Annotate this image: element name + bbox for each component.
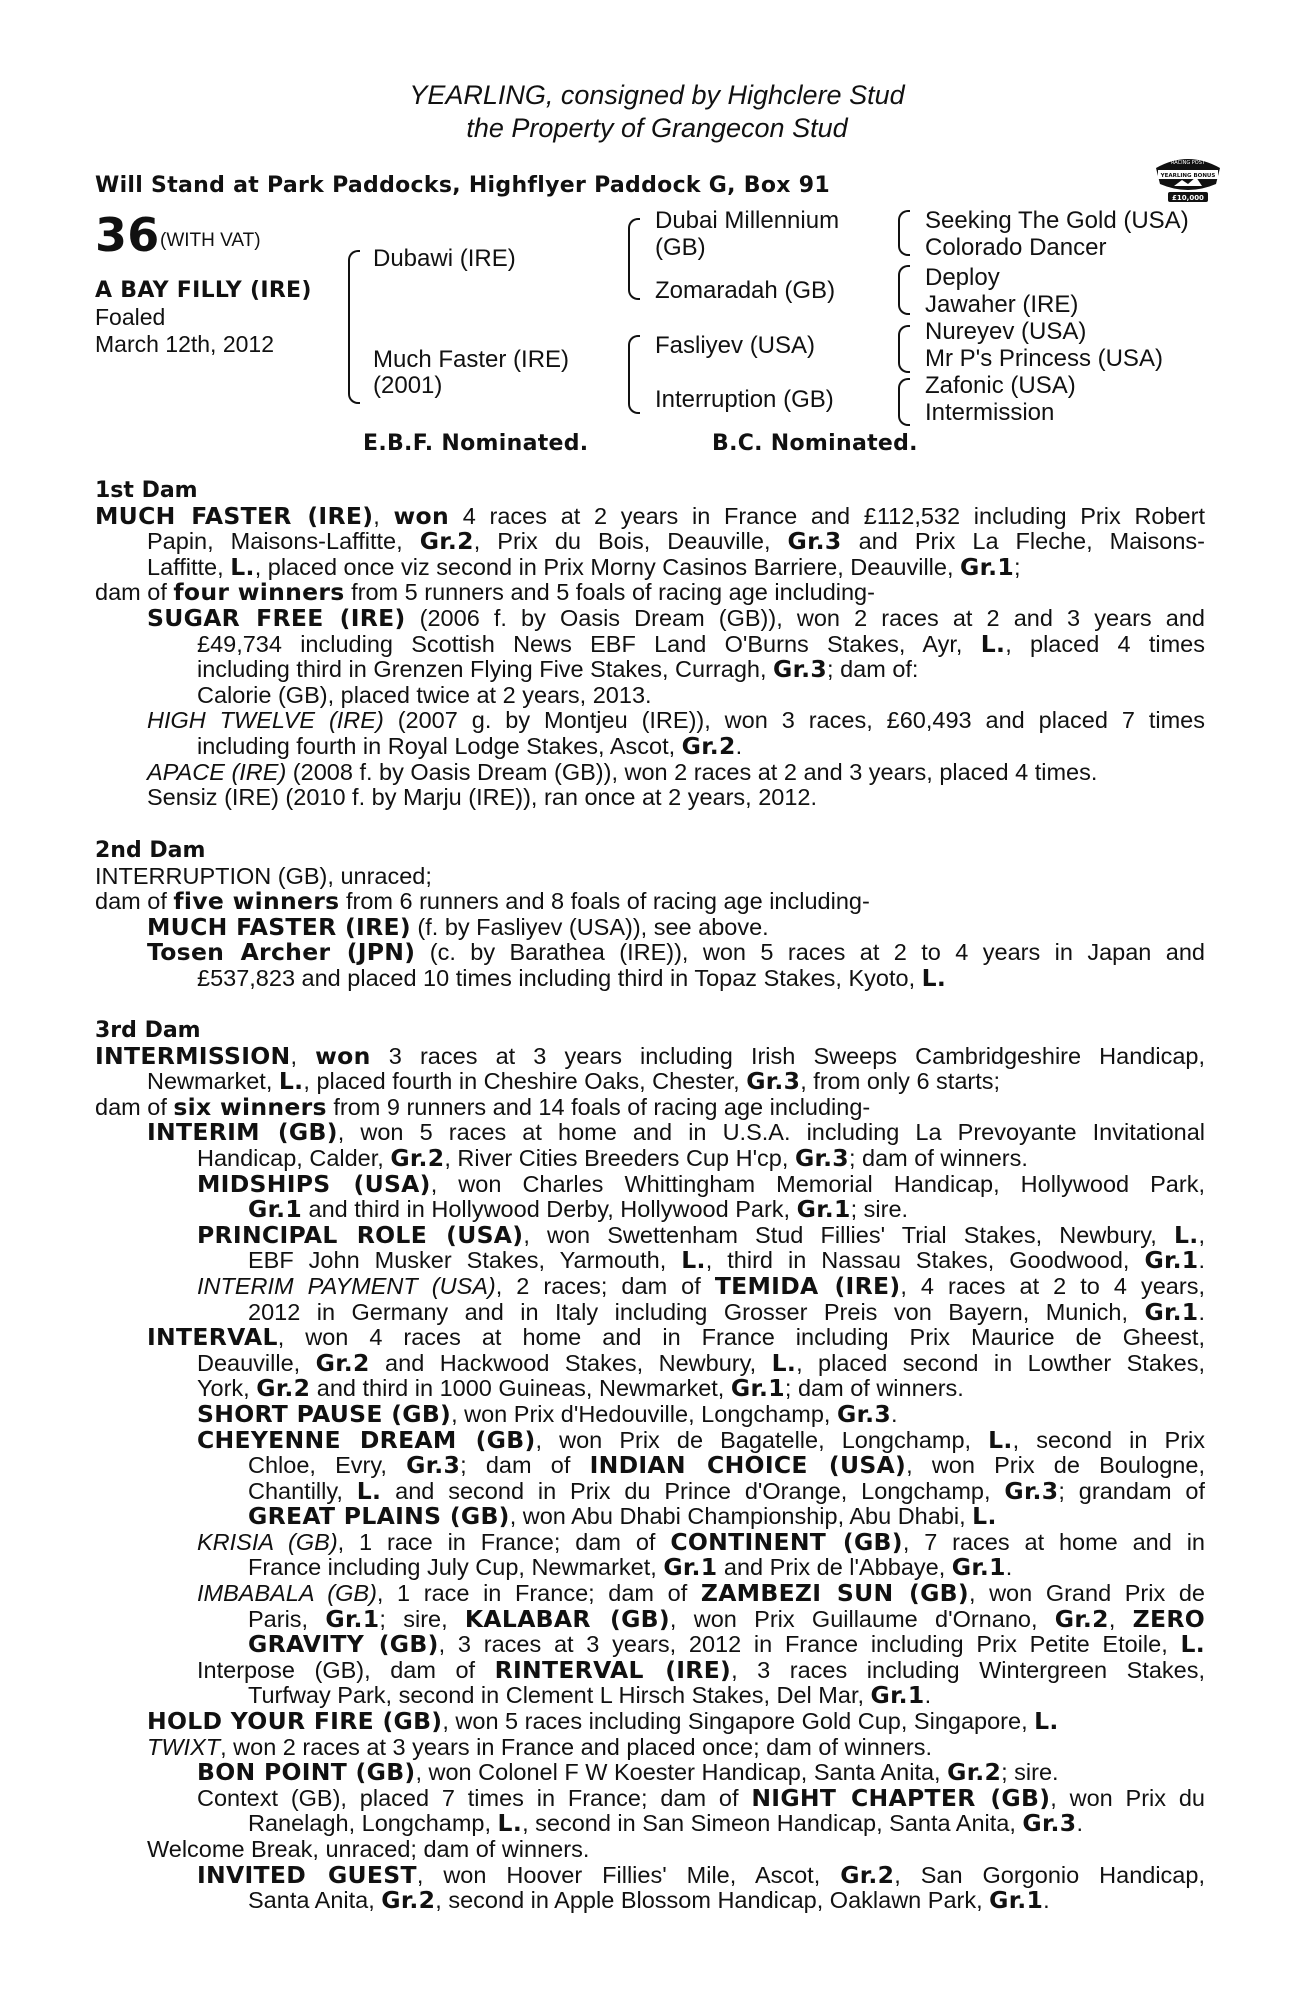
text-line: CHEYENNE DREAM (GB), won Prix de Bagatelle, Longchamp, L., second in Prix bbox=[197, 1427, 1205, 1454]
text-line: Calorie (GB), placed twice at 2 years, 2013. bbox=[197, 682, 652, 708]
text-line: France including July Cup, Newmarket, Gr.1 and Prix de l'Abbaye, Gr.1. bbox=[248, 1555, 1013, 1582]
text-line: £49,734 including Scottish News EBF Land O'Burns Stakes, Ayr, L., placed 4 times bbox=[197, 631, 1205, 658]
lot-number: 36 bbox=[95, 208, 160, 262]
text-line: dam of six winners from 9 runners and 14 foals of racing age including- bbox=[95, 1094, 871, 1121]
lot-name: A BAY FILLY (IRE) bbox=[95, 278, 312, 303]
pedigree-brace-5 bbox=[898, 265, 910, 315]
text-line: GREAT PLAINS (GB), won Abu Dhabi Championship, Abu Dhabi, L. bbox=[248, 1504, 997, 1530]
text-line: Welcome Break, unraced; dam of winners. bbox=[147, 1837, 590, 1862]
pedigree-brace-2 bbox=[628, 218, 640, 300]
text-line: IMBABALA (GB), 1 race in France; dam of ZAMBEZI SUN (GB), won Grand Prix de bbox=[197, 1581, 1205, 1607]
pedigree-brace-4 bbox=[898, 210, 910, 256]
badge-bottom: £10,000 bbox=[1172, 194, 1204, 202]
badge-mid: YEARLING BONUS bbox=[1160, 173, 1216, 179]
text-line: EBF John Musker Stakes, Yarmouth, L., third in Nassau Stakes, Goodwood, Gr.1. bbox=[248, 1248, 1205, 1274]
pedigree-sire-sire: Dubai Millennium bbox=[655, 207, 840, 234]
text-line: HOLD YOUR FIRE (GB), won 5 races including Singapore Gold Cup, Singapore, L. bbox=[147, 1709, 1059, 1735]
text-line: Gr.1 and third in Hollywood Derby, Hollywood Park, Gr.1; sire. bbox=[248, 1197, 909, 1223]
text-line: York, Gr.2 and third in 1000 Guineas, Newmarket, Gr.1; dam of winners. bbox=[197, 1376, 964, 1402]
pedigree-brace-1 bbox=[348, 250, 360, 404]
text-line: MUCH FASTER (IRE), won 4 races at 2 years in France and £112,532 including Prix Robert bbox=[95, 503, 1205, 530]
text-line: Newmarket, L., placed fourth in Cheshire Oaks, Chester, Gr.3, from only 6 starts; bbox=[147, 1069, 1001, 1095]
text-line: 2012 in Germany and in Italy including Grosser Preis von Bayern, Munich, Gr.1. bbox=[248, 1299, 1205, 1326]
text-line: Tosen Archer (JPN) (c. by Barathea (IRE)), won 5 races at 2 to 4 years in Japan and bbox=[147, 940, 1205, 966]
text-line: MIDSHIPS (USA), won Charles Whittingham Memorial Handicap, Hollywood Park, bbox=[197, 1171, 1205, 1198]
first-dam-section bbox=[95, 478, 1205, 811]
pedigree-sire: Dubawi (IRE) bbox=[373, 245, 516, 272]
text-line: Papin, Maisons-Laffitte, Gr.2, Prix du Bois, Deauville, Gr.3 and Prix La Fleche, Maisons- bbox=[147, 529, 1205, 555]
foaled-date: March 12th, 2012 bbox=[95, 331, 275, 357]
pedigree-brace-7 bbox=[898, 378, 910, 426]
foaled-label: Foaled bbox=[95, 304, 166, 330]
text-line: Handicap, Calder, Gr.2, River Cities Breeders Cup H'cp, Gr.3; dam of winners. bbox=[197, 1145, 1028, 1172]
text-line: TWIXT, won 2 races at 3 years in France and placed once; dam of winners. bbox=[147, 1734, 933, 1760]
pedigree-g3: Deploy bbox=[925, 264, 1000, 291]
pedigree-sire-sire-2: (GB) bbox=[655, 234, 706, 261]
text-line: KRISIA (GB), 1 race in France; dam of CONTINENT (GB), 7 races at home and in bbox=[197, 1529, 1205, 1556]
text-line: including fourth in Royal Lodge Stakes, Ascot, Gr.2. bbox=[197, 733, 743, 760]
text-line: Ranelagh, Longchamp, L., second in San Simeon Handicap, Santa Anita, Gr.3. bbox=[248, 1811, 1083, 1837]
third-dam-heading: 3rd Dam bbox=[95, 1018, 201, 1043]
text-line: dam of four winners from 5 runners and 5 foals of racing age including- bbox=[95, 580, 875, 606]
text-line: dam of five winners from 6 runners and 8 foals of racing age including- bbox=[95, 889, 870, 915]
pedigree-dam-year: (2001) bbox=[373, 372, 443, 399]
text-line: INTERMISSION, won 3 races at 3 years including Irish Sweeps Cambridgeshire Handicap, bbox=[95, 1043, 1205, 1070]
yearling-bonus-badge-icon bbox=[1152, 148, 1224, 204]
text-line: HIGH TWELVE (IRE) (2007 g. by Montjeu (IRE)), won 3 races, £60,493 and placed 7 times bbox=[147, 708, 1205, 734]
pedigree-sire-dam: Zomaradah (GB) bbox=[655, 277, 836, 304]
pedigree-g7: Zafonic (USA) bbox=[925, 372, 1076, 399]
pedigree-g4: Jawaher (IRE) bbox=[925, 291, 1079, 318]
pedigree-g2: Colorado Dancer bbox=[925, 234, 1107, 261]
text-line: BON POINT (GB), won Colonel F W Koester Handicap, Santa Anita, Gr.2; sire. bbox=[197, 1760, 1059, 1786]
text-line: Deauville, Gr.2 and Hackwood Stakes, Newbury, L., placed second in Lowther Stakes, bbox=[197, 1350, 1205, 1377]
text-line: INTERIM (GB), won 5 races at home and in U.S.A. including La Prevoyante Invitational bbox=[147, 1120, 1205, 1146]
header-line-1: YEARLING, consigned by Highclere Stud bbox=[409, 80, 905, 110]
pedigree-dam-dam: Interruption (GB) bbox=[655, 386, 834, 413]
text-line: MUCH FASTER (IRE) (f. by Fasliyev (USA)), see above. bbox=[147, 914, 769, 941]
lot-vat: (WITH VAT) bbox=[160, 230, 261, 251]
text-line: Laffitte, L., placed once viz second in Prix Morny Casinos Barriere, Deauville, Gr.1; bbox=[147, 554, 1021, 581]
text-line: Chantilly, L. and second in Prix du Prince d'Orange, Longchamp, Gr.3; grandam of bbox=[248, 1478, 1205, 1505]
pedigree-g6: Mr P's Princess (USA) bbox=[925, 345, 1163, 372]
second-dam-section bbox=[95, 838, 1205, 992]
text-line: INTERRUPTION (GB), unraced; bbox=[95, 863, 432, 889]
pedigree-brace-3 bbox=[628, 335, 640, 414]
pedigree-g8: Intermission bbox=[925, 399, 1055, 426]
first-dam-heading: 1st Dam bbox=[95, 478, 198, 503]
text-line: INTERIM PAYMENT (USA), 2 races; dam of TEMIDA (IRE), 4 races at 2 to 4 years, bbox=[197, 1273, 1205, 1300]
text-line: Sensiz (IRE) (2010 f. by Marju (IRE)), ran once at 2 years, 2012. bbox=[147, 785, 818, 811]
text-line: GRAVITY (GB), 3 races at 3 years, 2012 in France including Prix Petite Etoile, L. bbox=[248, 1632, 1205, 1658]
second-dam-heading: 2nd Dam bbox=[95, 838, 206, 863]
third-dam-section bbox=[95, 1018, 1205, 1914]
text-line: Context (GB), placed 7 times in France; dam of NIGHT CHAPTER (GB), won Prix du bbox=[197, 1785, 1205, 1812]
text-line: SUGAR FREE (IRE) (2006 f. by Oasis Dream (GB)), won 2 races at 2 and 3 years and bbox=[147, 605, 1205, 632]
text-line: SHORT PAUSE (GB), won Prix d'Hedouville, Longchamp, Gr.3. bbox=[197, 1401, 898, 1428]
badge-top: RACING POST bbox=[1171, 160, 1205, 166]
stand-location: Will Stand at Park Paddocks, Highflyer Paddock G, Box 91 bbox=[95, 173, 830, 198]
text-line: INTERVAL, won 4 races at home and in France including Prix Maurice de Gheest, bbox=[147, 1325, 1205, 1351]
text-line: APACE (IRE) (2008 f. by Oasis Dream (GB)), won 2 races at 2 and 3 years, placed 4 times. bbox=[147, 759, 1098, 785]
header-line-2: the Property of Grangecon Stud bbox=[466, 113, 848, 143]
text-line: Turfway Park, second in Clement L Hirsch Stakes, Del Mar, Gr.1. bbox=[248, 1683, 932, 1710]
pedigree-dam: Much Faster (IRE) bbox=[373, 346, 570, 373]
text-line: including third in Grenzen Flying Five Stakes, Curragh, Gr.3; dam of: bbox=[197, 657, 919, 683]
pedigree-g5: Nureyev (USA) bbox=[925, 318, 1087, 345]
pedigree-g1: Seeking The Gold (USA) bbox=[925, 207, 1189, 234]
text-line: Paris, Gr.1; sire, KALABAR (GB), won Prix Guillaume d'Ornano, Gr.2, ZERO bbox=[248, 1606, 1205, 1633]
text-line: Santa Anita, Gr.2, second in Apple Blossom Handicap, Oaklawn Park, Gr.1. bbox=[248, 1888, 1050, 1914]
ebf-nominated: E.B.F. Nominated. bbox=[363, 431, 589, 456]
text-line: Interpose (GB), dam of RINTERVAL (IRE), 3 races including Wintergreen Stakes, bbox=[197, 1657, 1205, 1684]
text-line: INVITED GUEST, won Hoover Fillies' Mile, Ascot, Gr.2, San Gorgonio Handicap, bbox=[197, 1862, 1205, 1889]
text-line: Chloe, Evry, Gr.3; dam of INDIAN CHOICE (USA), won Prix de Boulogne, bbox=[248, 1453, 1205, 1479]
text-line: PRINCIPAL ROLE (USA), won Swettenham Stud Fillies' Trial Stakes, Newbury, L., bbox=[197, 1222, 1205, 1249]
bc-nominated: B.C. Nominated. bbox=[712, 431, 918, 456]
text-line: £537,823 and placed 10 times including third in Topaz Stakes, Kyoto, L. bbox=[197, 965, 947, 992]
pedigree-dam-sire: Fasliyev (USA) bbox=[655, 332, 816, 359]
pedigree-brace-6 bbox=[898, 325, 910, 373]
